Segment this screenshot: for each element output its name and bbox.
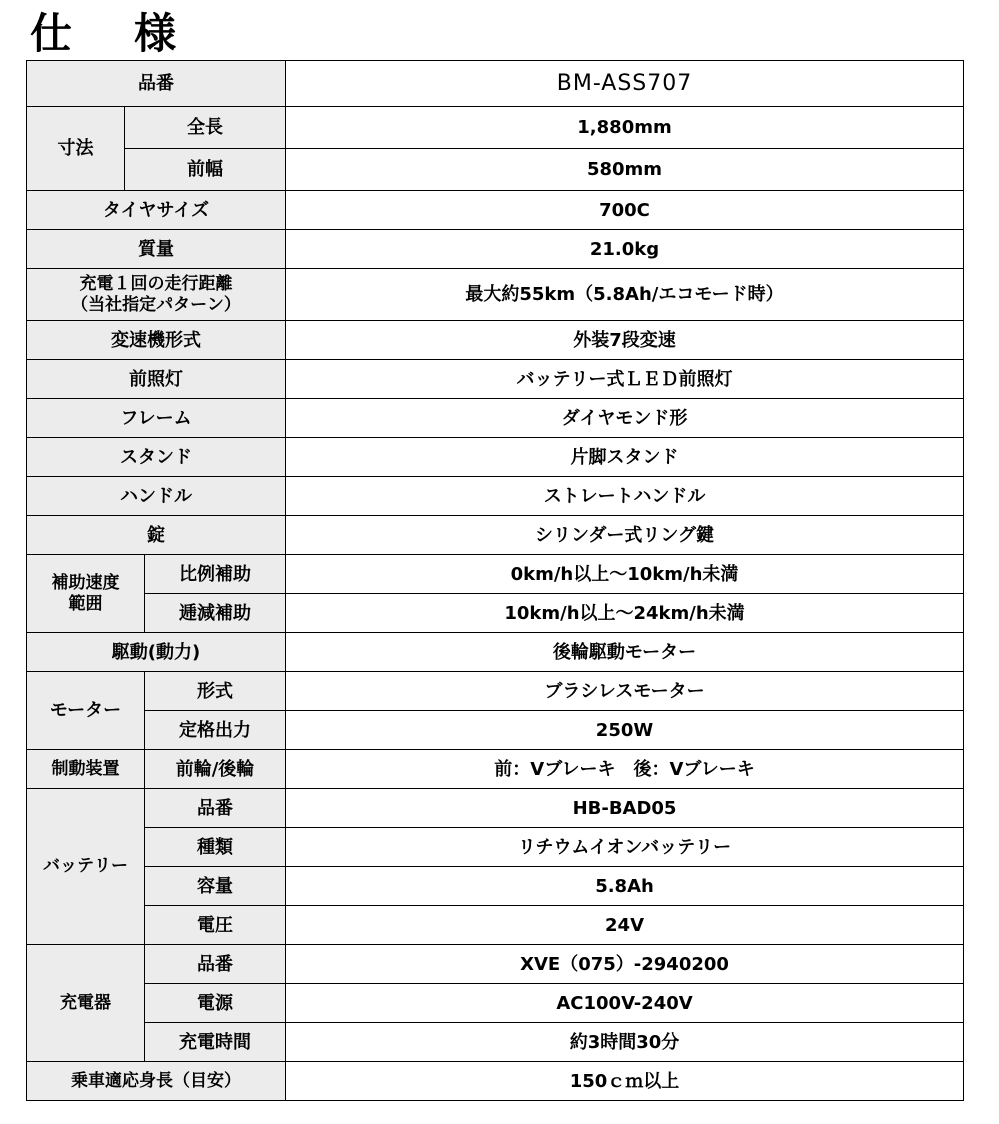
spec-row-weight [27, 230, 964, 269]
lock-label: 錠 [27, 516, 286, 555]
tire-value: 700C [286, 191, 964, 230]
height-label: 乗車適応身長（目安） [27, 1062, 286, 1101]
gear-label: 変速機形式 [27, 321, 286, 360]
battery-volt-value: 24V [286, 906, 964, 945]
charger-group-label: 充電器 [27, 945, 145, 1062]
stand-value: 片脚スタンド [286, 438, 964, 477]
spec-row-range [27, 269, 964, 321]
frame-label: フレーム [27, 399, 286, 438]
spec-row-charger-time [27, 1023, 964, 1062]
spec-row-assist2 [27, 594, 964, 633]
height-value: 150ｃｍ以上 [286, 1062, 964, 1101]
charger-power-label: 電源 [145, 984, 286, 1023]
size-group-label: 寸法 [27, 107, 125, 191]
drive-label: 駆動(動力) [27, 633, 286, 672]
battery-group-label: バッテリー [27, 789, 145, 945]
frame-value: ダイヤモンド形 [286, 399, 964, 438]
light-value: バッテリー式ＬＥＤ前照灯 [286, 360, 964, 399]
motor-group-label: モーター [27, 672, 145, 750]
spec-row-battery-cap [27, 867, 964, 906]
spec-row-width [27, 149, 964, 191]
spec-table [26, 60, 964, 1101]
spec-row-stand [27, 438, 964, 477]
assist-group-label [27, 555, 145, 633]
width-label: 前幅 [125, 149, 286, 191]
spec-row-gear [27, 321, 964, 360]
light-label: 前照灯 [27, 360, 286, 399]
motor-power-label: 定格出力 [145, 711, 286, 750]
spec-row-charger-model [27, 945, 964, 984]
spec-row-brake [27, 750, 964, 789]
handle-value: ストレートハンドル [286, 477, 964, 516]
assist1-label: 比例補助 [145, 555, 286, 594]
spec-row-assist1 [27, 555, 964, 594]
page-title: 仕様 [30, 9, 239, 58]
width-value: 580mm [286, 149, 964, 191]
gear-value: 外装7段変速 [286, 321, 964, 360]
assist1-value: 0km/h以上～10km/h未満 [286, 555, 964, 594]
weight-label: 質量 [27, 230, 286, 269]
spec-row-drive [27, 633, 964, 672]
spec-row-motor-type [27, 672, 964, 711]
range-label [27, 269, 286, 321]
handle-label: ハンドル [27, 477, 286, 516]
motor-type-label: 形式 [145, 672, 286, 711]
model-label: 品番 [27, 61, 286, 107]
battery-kind-value: リチウムイオンバッテリー [286, 828, 964, 867]
motor-power-value: 250W [286, 711, 964, 750]
spec-row-handle [27, 477, 964, 516]
charger-power-value: AC100V-240V [286, 984, 964, 1023]
model-value: BM-ASS707 [286, 61, 964, 107]
brake-label: 前輪/後輪 [145, 750, 286, 789]
charger-model-label: 品番 [145, 945, 286, 984]
spec-row-light [27, 360, 964, 399]
battery-model-label: 品番 [145, 789, 286, 828]
stand-label: スタンド [27, 438, 286, 477]
spec-row-motor-power [27, 711, 964, 750]
range-value: 最大約55km（5.8Ah/エコモード時） [286, 269, 964, 321]
charger-model-value: XVE（075）-2940200 [286, 945, 964, 984]
battery-model-value: HB-BAD05 [286, 789, 964, 828]
spec-row-lock [27, 516, 964, 555]
spec-row-charger-power [27, 984, 964, 1023]
drive-value: 後輪駆動モーター [286, 633, 964, 672]
charger-time-label: 充電時間 [145, 1023, 286, 1062]
spec-row-model [27, 61, 964, 107]
assist2-label: 逓減補助 [145, 594, 286, 633]
spec-row-battery-model [27, 789, 964, 828]
assist-group-text: 補助速度 範囲 [51, 572, 120, 614]
tire-label: タイヤサイズ [27, 191, 286, 230]
range-label-text: 充電１回の走行距離 （当社指定パターン） [71, 273, 241, 315]
brake-value: 前：Vブレーキ 後：Vブレーキ [286, 750, 964, 789]
lock-value: シリンダー式リング鍵 [286, 516, 964, 555]
spec-row-battery-volt [27, 906, 964, 945]
charger-time-value: 約3時間30分 [286, 1023, 964, 1062]
assist2-value: 10km/h以上～24km/h未満 [286, 594, 964, 633]
length-label: 全長 [125, 107, 286, 149]
battery-cap-value: 5.8Ah [286, 867, 964, 906]
weight-value: 21.0kg [286, 230, 964, 269]
spec-row-height [27, 1062, 964, 1101]
spec-row-frame [27, 399, 964, 438]
battery-kind-label: 種類 [145, 828, 286, 867]
spec-row-tire [27, 191, 964, 230]
battery-cap-label: 容量 [145, 867, 286, 906]
spec-row-length [27, 107, 964, 149]
motor-type-value: ブラシレスモーター [286, 672, 964, 711]
spec-row-battery-kind [27, 828, 964, 867]
battery-volt-label: 電圧 [145, 906, 286, 945]
length-value: 1,880mm [286, 107, 964, 149]
brake-group-label: 制動装置 [27, 750, 145, 789]
